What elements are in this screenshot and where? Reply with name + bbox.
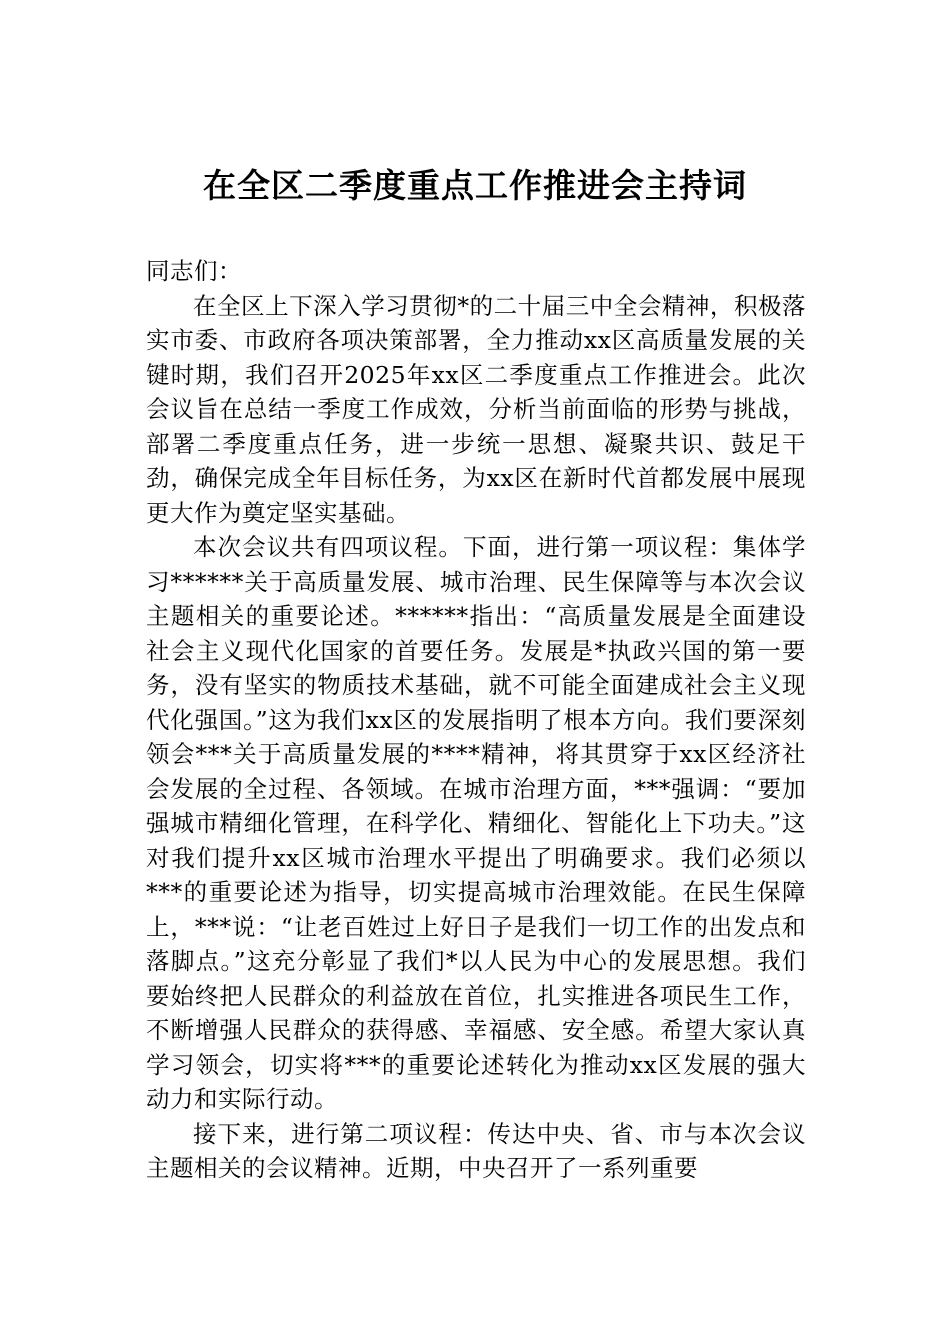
document-body	[146, 254, 806, 1186]
document-title: 在全区二季度重点工作推进会主持词	[203, 166, 747, 205]
salutation: 同志们：	[146, 257, 242, 285]
paragraph-agenda-one: 本次会议共有四项议程。下面，进行第一项议程：集体学习******关于高质量发展、城市治理、民生保障等与本次会议主题相关的重要论述。******指出：“高质量发展是全面建设社会主义现代化国家的首要任务。发展是*执政兴国的第一要务，没有坚实的物质技术基础，就不可能全面建成社会主义现代化强国。”这为我们xx区的发展指明了根本方向。我们要深刻领会***关于高质量发展的****精神，将其贯穿于xx区经济社会发展的全过程、各领域。在城市治理方面，***强调：“要加强城市精细化管理，在科学化、精细化、智能化上下功夫。”这对我们提升xx区城市治理水平提出了明确要求。我们必须以***的重要论述为指导，切实提高城市治理效能。在民生保障上，***说：“让老百姓过上好日子是我们一切工作的出发点和落脚点。”这充分彰显了我们*以人民为中心的发展思想。我们要始终把人民群众的利益放在首位，扎实推进各项民生工作，不断增强人民群众的获得感、幸福感、安全感。希望大家认真学习领会，切实将***的重要论述转化为推动xx区发展的强大动力和实际行动。	[146, 533, 806, 1113]
paragraph-agenda-two: 接下来，进行第二项议程：传达中央、省、市与本次会议主题相关的会议精神。近期，中央召开了一系列重要	[146, 1119, 806, 1182]
paragraph-opening: 在全区上下深入学习贯彻*的二十届三中全会精神，积极落实市委、市政府各项决策部署，全力推动xx区高质量发展的关键时期，我们召开2025年xx区二季度重点工作推进会。此次会议旨在总结一季度工作成效，分析当前面临的形势与挑战，部署二季度重点任务，进一步统一思想、凝聚共识、鼓足干劲，确保完成全年目标任务，为xx区在新时代首都发展中展现更大作为奠定坚实基础。	[146, 291, 806, 527]
